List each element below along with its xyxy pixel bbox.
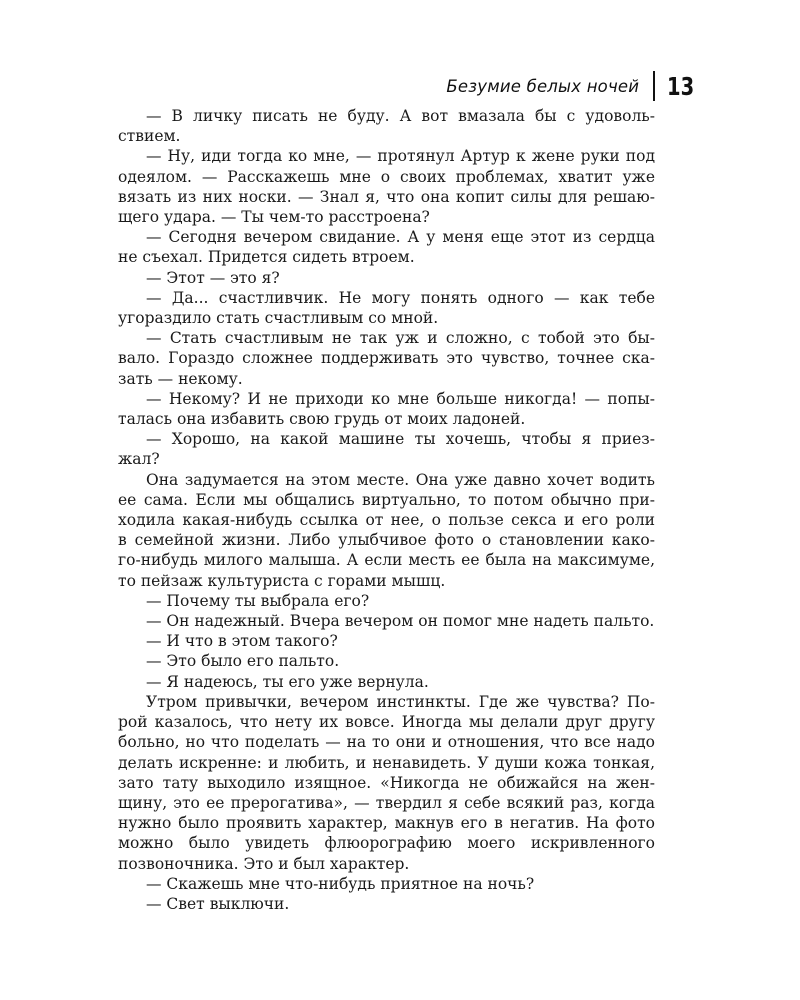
text-line: — Это было его пальто. <box>146 652 340 671</box>
text-line: в семейной жизни. Либо улыбчивое фото о становлении како- <box>118 531 655 550</box>
text-line: — Почему ты выбрала его? <box>146 591 370 610</box>
text-line: рой казалось, что нету их вовсе. Иногда мы делали друг другу <box>118 713 655 732</box>
running-title: Безумие белых ночей <box>446 76 640 96</box>
text-line: талась она избавить свою грудь от моих ладоней. <box>118 410 526 429</box>
paragraph <box>118 470 655 591</box>
text-line: не съехал. Придется сидеть втроем. <box>118 248 415 267</box>
text-line: — Сегодня вечером свидание. А у меня еще этот из сердца <box>146 228 655 247</box>
paragraph <box>118 389 655 429</box>
text-line: можно было увидеть флюорографию моего искривленного <box>118 834 655 853</box>
text-line: больно, но что поделать — на то они и отношения, что все надо <box>118 733 655 752</box>
text-line: позвоночника. Это и был характер. <box>118 854 410 873</box>
text-line: го-нибудь милого малыша. А если месть ее была на максимуме, <box>118 551 655 570</box>
paragraph <box>118 288 655 328</box>
text-line: Она задумается на этом месте. Она уже давно хочет водить <box>146 470 655 489</box>
text-line: щину, это ее прерогатива», — твердил я себе всякий раз, когда <box>118 793 655 812</box>
paragraph <box>118 692 655 874</box>
body-text <box>118 106 655 914</box>
header-divider <box>653 71 655 101</box>
running-head <box>446 68 696 104</box>
text-line: делать искренне: и любить, и ненавидеть. У души кожа тонкая, <box>118 753 655 772</box>
paragraph <box>118 227 655 267</box>
paragraph <box>118 631 655 651</box>
text-line: — Хорошо, на какой машине ты хочешь, чтобы я приез- <box>146 430 655 449</box>
paragraph <box>118 591 655 611</box>
text-line: — В личку писать не буду. А вот вмазала бы с удоволь- <box>146 107 655 125</box>
text-line: — Скажешь мне что-нибудь приятное на ночь? <box>146 874 535 893</box>
paragraph <box>118 328 655 389</box>
text-line: ее сама. Если мы общались виртуально, то потом обычно при- <box>118 490 655 509</box>
text-line: то пейзаж культуриста с горами мышц. <box>118 571 446 590</box>
text-line: — И что в этом такого? <box>146 632 338 651</box>
text-line: — Да... счастливчик. Не могу понять одного — как тебе <box>146 288 655 307</box>
paragraph <box>118 651 655 671</box>
text-line: жал? <box>118 450 160 469</box>
paragraph <box>118 672 655 692</box>
text-line: вало. Гораздо сложнее поддерживать это чувство, точнее ска- <box>118 349 655 368</box>
paragraph <box>118 429 655 469</box>
paragraph <box>118 146 655 227</box>
page-number: 13 <box>667 71 695 101</box>
text-line: щего удара. — Ты чем-то расстроена? <box>118 208 430 227</box>
text-line: зато тату выходило изящное. «Никогда не обижайся на жен- <box>118 773 655 792</box>
text-line: — Ну, иди тогда ко мне, — протянул Артур к жене руки под <box>146 147 655 166</box>
paragraph <box>118 268 655 288</box>
text-line: — Некому? И не приходи ко мне больше никогда! — попы- <box>146 389 655 408</box>
text-line: ствием. <box>118 127 181 146</box>
text-line: — Я надеюсь, ты его уже вернула. <box>146 672 429 691</box>
text-line: нужно было проявить характер, макнув его в негатив. На фото <box>118 814 655 833</box>
text-line: — Он надежный. Вчера вечером он помог мне надеть пальто. <box>146 612 655 631</box>
paragraph <box>118 894 655 914</box>
paragraph <box>118 611 655 631</box>
paragraph <box>118 106 655 146</box>
text-line: Утром привычки, вечером инстинкты. Где же чувства? По- <box>146 692 655 711</box>
paragraph <box>118 874 655 894</box>
text-line: вязать из них носки. — Знал я, что она копит силы для решаю- <box>118 187 655 206</box>
text-line: угораздило стать счастливым со мной. <box>118 309 439 328</box>
text-line: ходила какая-нибудь ссылка от нее, о пользе секса и его роли <box>118 511 655 530</box>
text-line: зать — некому. <box>118 369 243 388</box>
text-line: одеялом. — Расскажешь мне о своих проблемах, хватит уже <box>118 167 655 186</box>
text-line: — Стать счастливым не так уж и сложно, с тобой это бы- <box>146 329 655 348</box>
text-line: — Этот — это я? <box>146 268 280 287</box>
text-line: — Свет выключи. <box>146 894 290 913</box>
